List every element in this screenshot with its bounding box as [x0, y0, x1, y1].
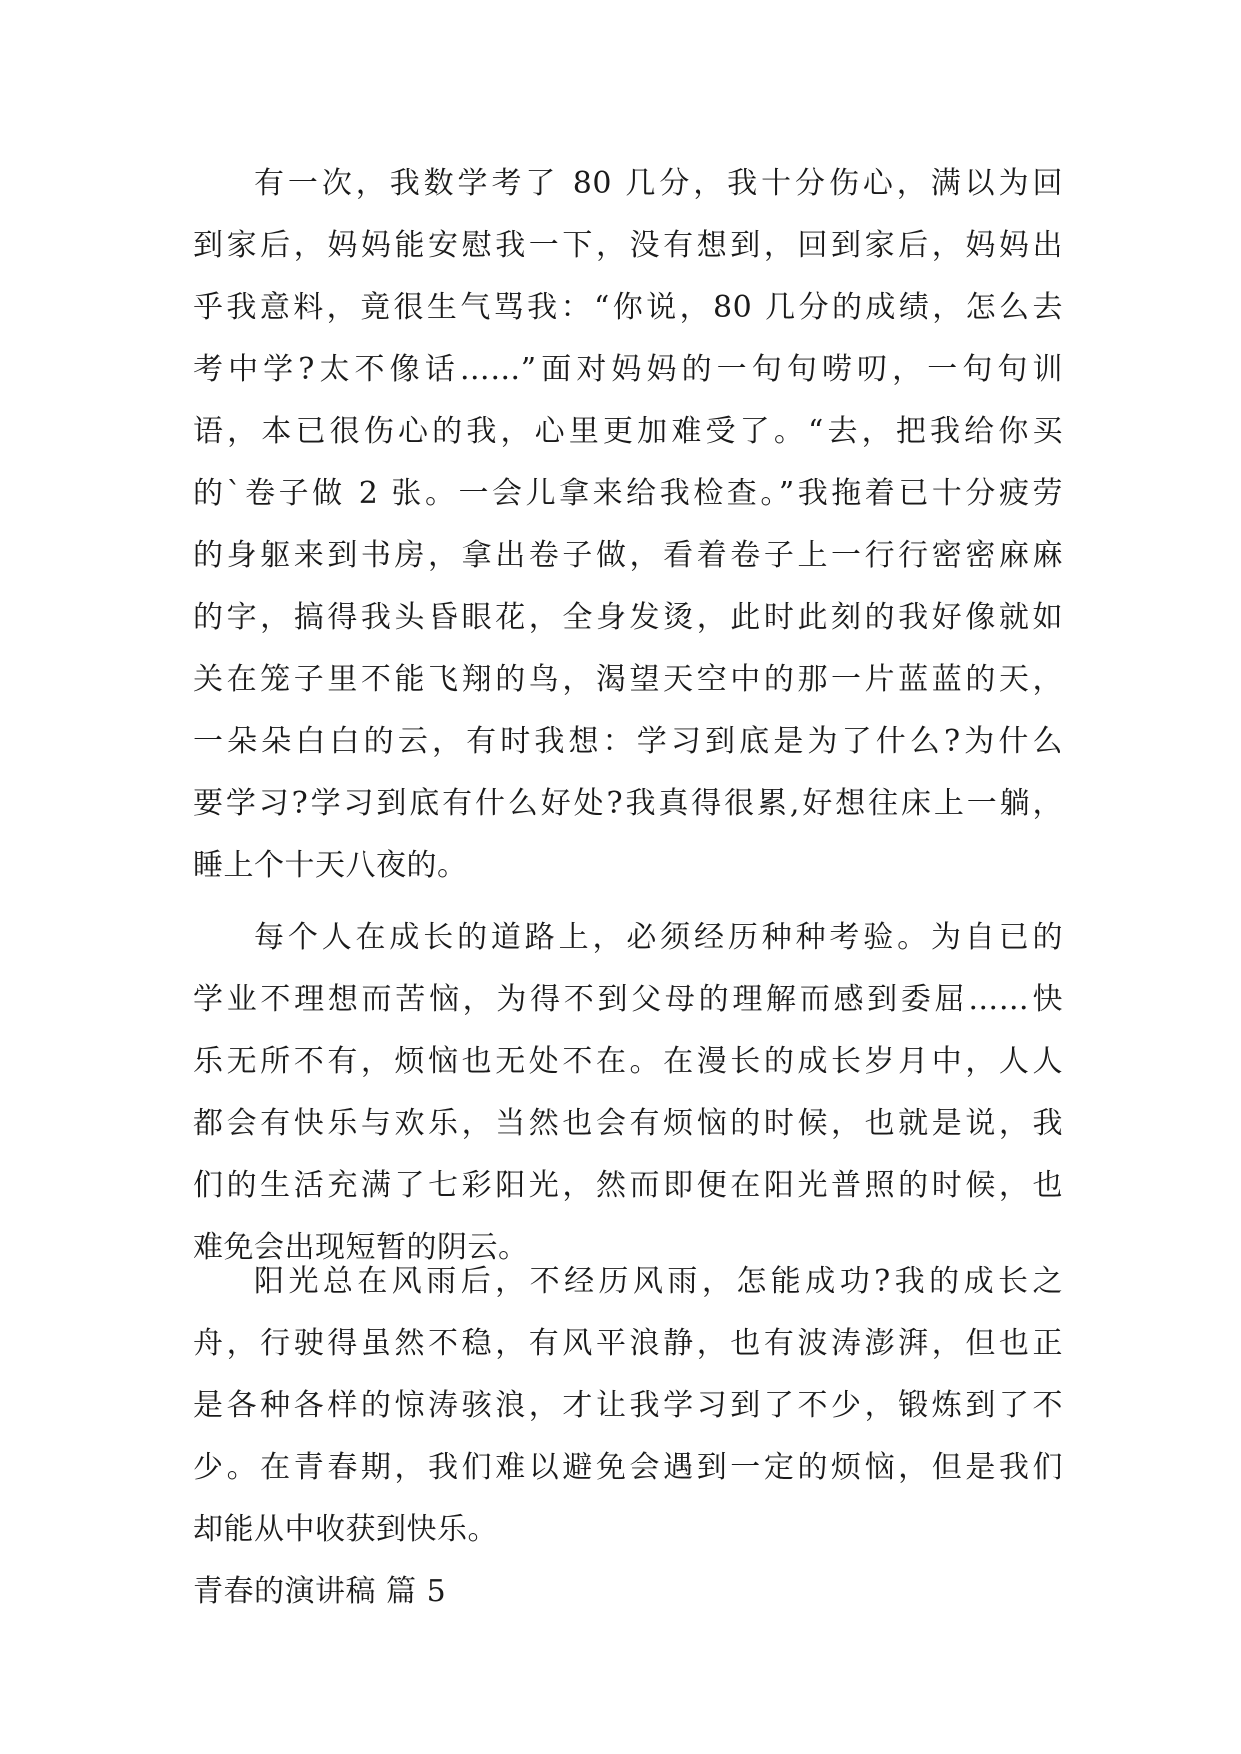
paragraph-2-line-4: 都会有快乐与欢乐，当然也会有烦恼的时候，也就是说，我 [193, 1106, 1063, 1141]
paragraph-2-line-2: 学业不理想而苦恼，为得不到父母的理解而感到委屈……快 [193, 982, 1063, 1017]
paragraph-1-line-11: 要学习?学习到底有什么好处?我真得很累,好想往床上一躺， [193, 786, 1063, 821]
paragraph-1-line-2: 到家后，妈妈能安慰我一下，没有想到，回到家后，妈妈出 [193, 228, 1063, 263]
paragraph-2-line-6: 难免会出现短暂的阴云。 [193, 1230, 529, 1265]
paragraph-3-line-3: 是各种各样的惊涛骇浪，才让我学习到了不少，锻炼到了不 [193, 1388, 1063, 1423]
paragraph-2-line-3: 乐无所不有，烦恼也无处不在。在漫长的成长岁月中，人人 [193, 1044, 1063, 1079]
paragraph-1-line-5: 语，本已很伤心的我，心里更加难受了。“去，把我给你买 [193, 414, 1063, 449]
paragraph-3-line-5: 却能从中收获到快乐。 [193, 1512, 498, 1547]
paragraph-1-line-9: 关在笼子里不能飞翔的鸟，渴望天空中的那一片蓝蓝的天， [193, 662, 1063, 697]
paragraph-1-line-12: 睡上个十天八夜的。 [193, 848, 468, 883]
paragraph-2-line-5: 们的生活充满了七彩阳光，然而即便在阳光普照的时候，也 [193, 1168, 1063, 1203]
paragraph-3-line-1: 阳光总在风雨后，不经历风雨，怎能成功?我的成长之 [254, 1264, 1063, 1299]
paragraph-1-line-4: 考中学?太不像话……”面对妈妈的一句句唠叨，一句句训 [193, 352, 1063, 387]
paragraph-1-line-1: 有一次，我数学考了 80 几分，我十分伤心，满以为回 [254, 166, 1063, 201]
paragraph-1-line-7: 的身躯来到书房，拿出卷子做，看着卷子上一行行密密麻麻 [193, 538, 1063, 573]
paragraph-1-line-3: 乎我意料，竟很生气骂我：“你说，80 几分的成绩，怎么去 [193, 290, 1063, 325]
paragraph-1-line-6: 的`卷子做 2 张。一会儿拿来给我检查。”我拖着已十分疲劳 [193, 476, 1063, 511]
section-heading: 青春的演讲稿 篇 5 [193, 1574, 447, 1609]
paragraph-3-line-4: 少。在青春期，我们难以避免会遇到一定的烦恼，但是我们 [193, 1450, 1063, 1485]
paragraph-1-line-10: 一朵朵白白的云，有时我想：学习到底是为了什么?为什么 [193, 724, 1063, 759]
paragraph-3-line-2: 舟，行驶得虽然不稳，有风平浪静，也有波涛澎湃，但也正 [193, 1326, 1063, 1361]
paragraph-1-line-8: 的字，搞得我头昏眼花，全身发烫，此时此刻的我好像就如 [193, 600, 1063, 635]
paragraph-2-line-1: 每个人在成长的道路上，必须经历种种考验。为自已的 [254, 920, 1063, 955]
